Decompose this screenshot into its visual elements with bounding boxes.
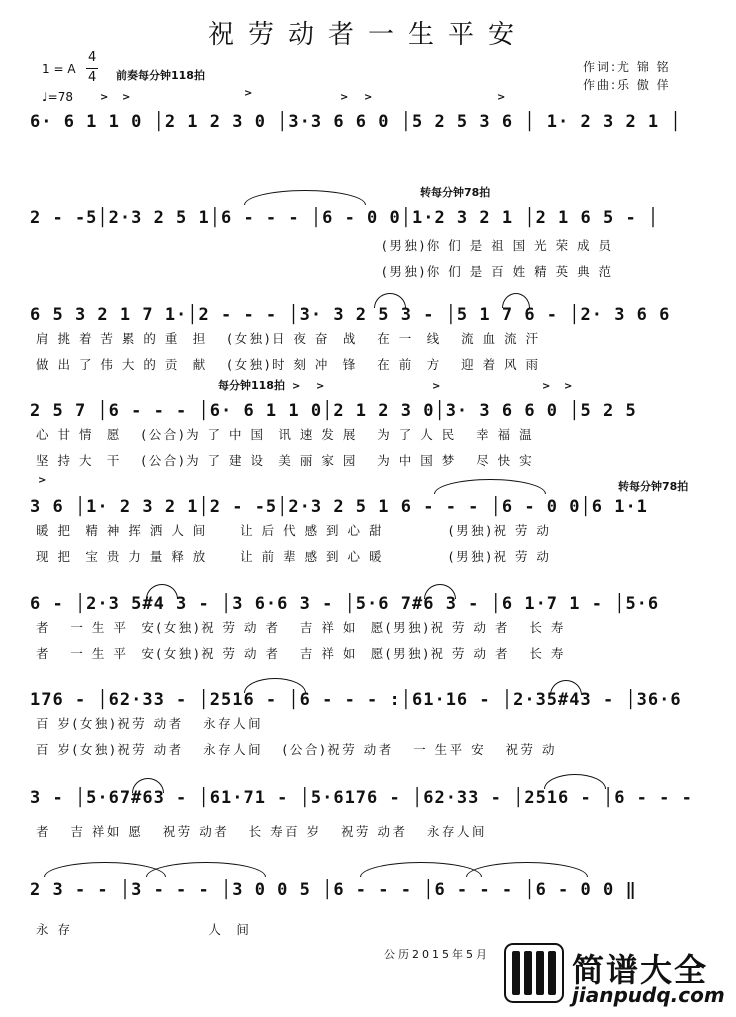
tie-slur — [132, 778, 164, 793]
song-title: 祝劳动者一生平安 — [207, 20, 528, 50]
accent-mark: > — [564, 381, 573, 392]
lyric-line-2-verse-1: (男独)你 们 是 祖 国 光 荣 成 员 — [382, 238, 614, 253]
time-signature-bottom: 4 — [88, 70, 97, 85]
accent-mark: > — [122, 92, 131, 103]
lyric-line-4-verse-1: 心 甘 情 愿 (公合)为 了 中 国 讯 速 发 展 为 了 人 民 幸 福 温 — [36, 427, 535, 442]
notes-line-7: 176 - │62·33 - │2516 - │6 - - - :│61·16 - │2·35#43 - │36·6 — [30, 690, 682, 710]
accent-mark: > — [542, 381, 551, 392]
site-logo — [504, 943, 730, 1009]
accent-mark: > — [364, 92, 373, 103]
tie-slur — [502, 293, 530, 308]
accent-mark: > — [244, 88, 253, 99]
lyricist-credit: 作词:尤 锦 铭 — [583, 60, 671, 74]
lyric-line-5-verse-2: 现 把 宝 贵 力 量 释 放 让 前 辈 感 到 心 暖 (男独)祝 劳 动 — [36, 549, 552, 564]
tie-slur — [360, 862, 482, 877]
lyric-line-2-verse-2: (男独)你 们 是 百 姓 精 英 典 范 — [382, 264, 614, 279]
lyric-line-7-verse-2: 百 岁(女独)祝劳 动者 永存人间 (公合)祝劳 动者 一 生平 安 祝劳 动 — [36, 742, 558, 757]
tie-slur — [146, 862, 266, 877]
tie-slur — [466, 862, 588, 877]
notes-line-1: 6· 6 1 1 0 │2 1 2 3 0 │3·3 6 6 0 │5 2 5 3 6 │ 1· 2 3 2 1 │ — [30, 112, 682, 132]
tempo-change-2: 每分钟118拍 — [218, 379, 285, 392]
tie-slur — [146, 584, 178, 599]
tie-slur — [244, 678, 306, 693]
time-signature-line — [86, 68, 98, 69]
prelude-tempo: 前奏每分钟118拍 — [116, 69, 205, 82]
notes-line-9: 2 3 - - │3 - - - │3 0 0 5 │6 - - - │6 - - - │6 - 0 0 ‖ — [30, 880, 637, 900]
tie-slur — [424, 584, 456, 599]
notes-line-8: 3 - │5·67#63 - │61·71 - │5·6176 - │62·33 - │2516 - │6 - - - — [30, 788, 693, 808]
accent-mark: > — [38, 475, 47, 486]
tempo-change-1: 转每分钟78拍 — [420, 186, 491, 199]
staff-line-8 — [30, 788, 693, 839]
accent-mark: > — [340, 92, 349, 103]
lyric-line-5-verse-1: 暖 把 精 神 挥 洒 人 间 让 后 代 感 到 心 甜 (男独)祝 劳 动 — [36, 523, 552, 538]
lyric-line-3-verse-2: 做 出 了 伟 大 的 贡 献 (女独)时 刻 冲 锋 在 前 方 迎 着 风 雨 — [36, 357, 541, 372]
tempo-mark: ♩=78 — [42, 90, 73, 104]
tie-slur — [544, 774, 606, 789]
notes-line-4: 2 5 7 │6 - - - │6· 6 1 1 0│2 1 2 3 0│3· 3 6 6 0 │5 2 5 — [30, 401, 637, 421]
lyric-line-9-verse-1: 永 存 人 间 — [36, 922, 252, 937]
composer-credit: 作曲:乐 傲 佯 — [583, 78, 671, 92]
tie-slur — [434, 479, 546, 494]
accent-mark: > — [100, 92, 109, 103]
notes-line-6: 6 - │2·3 5#4 3 - │3 6·6 3 - │5·6 7#6 3 - │6 1·7 1 - │5·6 — [30, 594, 660, 614]
tie-slur — [374, 293, 406, 308]
time-signature-top: 4 — [88, 50, 97, 65]
tie-slur — [550, 680, 582, 695]
lyric-line-3-verse-1: 肩 挑 着 苦 累 的 重 担 (女独)日 夜 奋 战 在 一 线 流 血 流 汗 — [36, 331, 541, 346]
staff-line-3 — [30, 305, 690, 372]
composition-date: 公历2015年5月 — [384, 948, 490, 961]
lyric-line-8-verse-1: 者 吉 祥如 愿 祝劳 动者 长 寿百 岁 祝劳 动者 永存人间 — [36, 824, 487, 839]
staff-line-9 — [30, 880, 690, 937]
accent-mark: > — [316, 381, 325, 392]
accent-mark: > — [432, 381, 441, 392]
logo-title: 简谱大全 — [572, 951, 709, 989]
notes-line-2: 2 - -5│2·3 2 5 1│6 - - - │6 - 0 0│1·2 3 2 1 │2 1 6 5 - │ — [30, 208, 660, 228]
staff-line-7 — [30, 690, 690, 757]
staff-line-6 — [30, 594, 690, 661]
key-signature: 1 = A — [42, 62, 76, 76]
staff-line-2 — [30, 208, 690, 279]
lyric-line-7-verse-1: 百 岁(女独)祝劳 动者 永存人间 — [36, 716, 264, 731]
accent-mark: > — [497, 92, 506, 103]
accent-mark: > — [292, 381, 301, 392]
notes-line-3: 6 5 3 2 1 7 1·│2 - - - │3· 3 2 5 3 - │5 1 7 6 - │2· 3 6 6 — [30, 305, 671, 325]
lyric-line-6-verse-2: 者 一 生 平 安(女独)祝 劳 动 者 吉 祥 如 愿(男独)祝 劳 动 者 长 寿 — [36, 646, 566, 661]
notes-line-5: 3 6 │1· 2 3 2 1│2 - -5│2·3 2 5 1 6 - - - │6 - 0 0│6 1·1 — [30, 497, 648, 517]
tempo-change-3: 转每分钟78拍 — [618, 480, 689, 493]
lyric-line-4-verse-2: 坚 持 大 干 (公合)为 了 建 设 美 丽 家 园 为 中 国 梦 尽 快 实 — [36, 453, 535, 468]
logo-url: jianpudq.com — [572, 983, 725, 1007]
tie-slur — [244, 190, 366, 205]
lyric-line-6-verse-1: 者 一 生 平 安(女独)祝 劳 动 者 吉 祥 如 愿(男独)祝 劳 动 者 长 寿 — [36, 620, 566, 635]
piano-keys-icon — [504, 943, 564, 1003]
